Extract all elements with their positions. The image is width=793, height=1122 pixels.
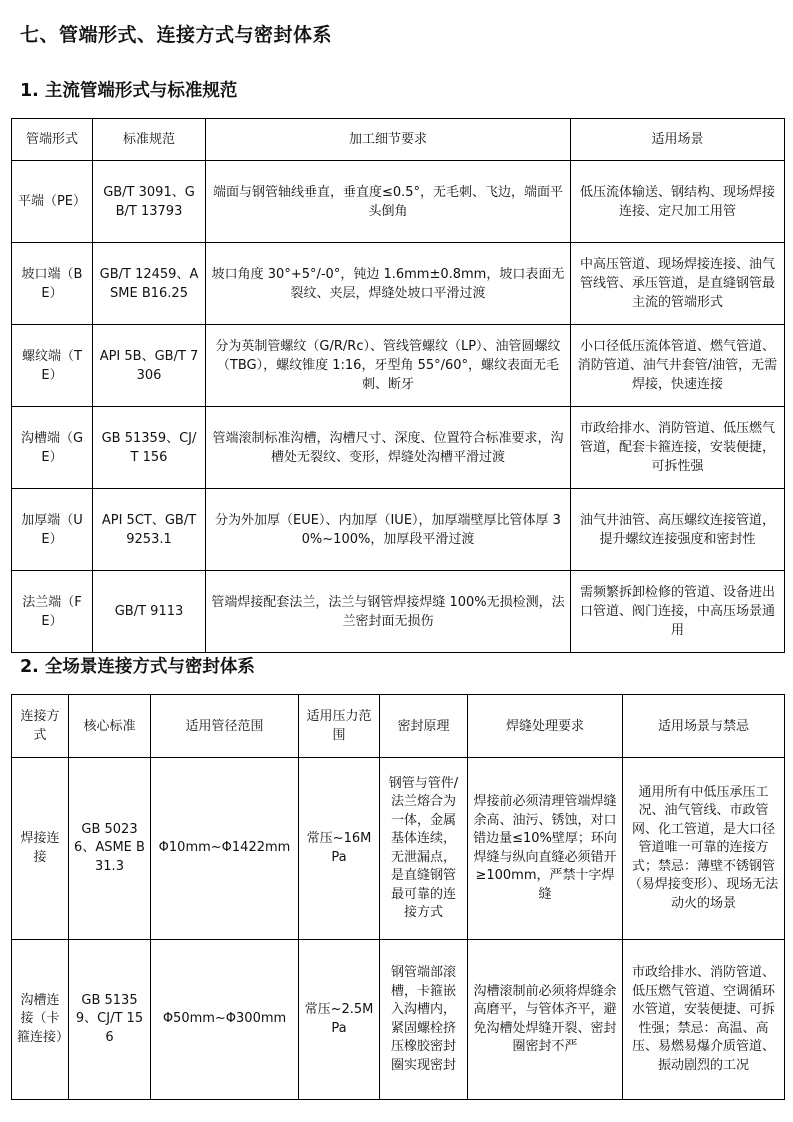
table-row [12, 940, 785, 1100]
table-cell: 中高压管道、现场焊接连接、油气管线管、承压管道，是直缝钢管最主流的管端形式 [571, 243, 785, 325]
table-header-row [12, 119, 785, 161]
table-cell: 常压~16MPa [299, 758, 380, 940]
table-cell: 小口径低压流体管道、燃气管道、消防管道、油气井套管/油管，无需焊接，快速连接 [571, 325, 785, 407]
header-cell: 核心标准 [69, 695, 151, 758]
table-cell: 管端滚制标准沟槽，沟槽尺寸、深度、位置符合标准要求，沟槽处无裂纹、变形，焊缝处沟槽平滑过渡 [206, 407, 571, 489]
table-cell: 沟槽端（GE） [12, 407, 93, 489]
table-header-row [12, 695, 785, 758]
table-cell: 焊接前必须清理管端焊缝余高、油污、锈蚀，对口错边量≤10%壁厚；环向焊缝与纵向直缝必须错开≥100mm，严禁十字焊缝 [468, 758, 623, 940]
table-row [12, 489, 785, 571]
table-cell: 市政给排水、消防管道、低压燃气管道、空调循环水管道，安装便捷、可拆性强；禁忌：高温、高压、易燃易爆介质管道、振动剧烈的工况 [623, 940, 785, 1100]
table-row [12, 161, 785, 243]
header-cell: 适用场景 [571, 119, 785, 161]
table-cell: 管端焊接配套法兰，法兰与钢管焊接焊缝 100%无损检测，法兰密封面无损伤 [206, 571, 571, 653]
table-cell: GB 51359、CJ/T 156 [69, 940, 151, 1100]
table-cell: 常压~2.5MPa [299, 940, 380, 1100]
table-cell: GB/T 9113 [93, 571, 206, 653]
table-cell: 坡口角度 30°+5°/-0°，钝边 1.6mm±0.8mm，坡口表面无裂纹、夹层，焊缝处坡口平滑过渡 [206, 243, 571, 325]
table-cell: GB/T 3091、GB/T 13793 [93, 161, 206, 243]
header-cell: 密封原理 [380, 695, 468, 758]
table-cell: 钢管与管件/法兰熔合为一体，金属基体连续，无泄漏点，是直缝钢管最可靠的连接方式 [380, 758, 468, 940]
table-cell: GB 50236、ASME B31.3 [69, 758, 151, 940]
table-cell: 螺纹端（TE） [12, 325, 93, 407]
table-cell: 沟槽滚制前必须将焊缝余高磨平，与管体齐平，避免沟槽处焊缝开裂、密封圈密封不严 [468, 940, 623, 1100]
section2-heading: 2. 全场景连接方式与密封体系 [20, 657, 255, 677]
table-row [12, 758, 785, 940]
section1-heading: 1. 主流管端形式与标准规范 [20, 81, 238, 101]
table-row [12, 325, 785, 407]
table-cell: 端面与钢管轴线垂直，垂直度≤0.5°，无毛刺、飞边，端面平头倒角 [206, 161, 571, 243]
header-cell: 加工细节要求 [206, 119, 571, 161]
header-cell: 适用压力范围 [299, 695, 380, 758]
pipe-end-table [11, 118, 785, 653]
table-cell: API 5B、GB/T 7306 [93, 325, 206, 407]
table-cell: 坡口端（BE） [12, 243, 93, 325]
table-row [12, 407, 785, 489]
table-cell: 市政给排水、消防管道、低压燃气管道，配套卡箍连接，安装便捷，可拆性强 [571, 407, 785, 489]
table-cell: 分为外加厚（EUE）、内加厚（IUE），加厚端壁厚比管体厚 30%~100%，加厚段平滑过渡 [206, 489, 571, 571]
header-cell: 管端形式 [12, 119, 93, 161]
table-row [12, 571, 785, 653]
table-cell: 需频繁拆卸检修的管道、设备进出口管道、阀门连接，中高压场景通用 [571, 571, 785, 653]
connection-method-table [11, 694, 785, 1100]
table-cell: 沟槽连接（卡箍连接） [12, 940, 69, 1100]
table-cell: GB/T 12459、ASME B16.25 [93, 243, 206, 325]
header-cell: 焊缝处理要求 [468, 695, 623, 758]
table-row [12, 243, 785, 325]
header-cell: 适用场景与禁忌 [623, 695, 785, 758]
table-cell: 焊接连接 [12, 758, 69, 940]
table-cell: 分为英制管螺纹（G/R/Rc）、管线管螺纹（LP）、油管圆螺纹（TBG），螺纹锥度 1:16，牙型角 55°/60°，螺纹表面无毛刺、断牙 [206, 325, 571, 407]
table-cell: 低压流体输送、钢结构、现场焊接连接、定尺加工用管 [571, 161, 785, 243]
header-cell: 标准规范 [93, 119, 206, 161]
table-cell: 平端（PE） [12, 161, 93, 243]
table-cell: 钢管端部滚槽，卡箍嵌入沟槽内，紧固螺栓挤压橡胶密封圈实现密封 [380, 940, 468, 1100]
table-cell: 通用所有中低压承压工况、油气管线、市政管网、化工管道，是大口径管道唯一可靠的连接方式；禁忌：薄壁不锈钢管（易焊接变形）、现场无法动火的场景 [623, 758, 785, 940]
table-cell: Φ50mm~Φ300mm [151, 940, 299, 1100]
table-cell: 油气井油管、高压螺纹连接管道，提升螺纹连接强度和密封性 [571, 489, 785, 571]
table-cell: GB 51359、CJ/T 156 [93, 407, 206, 489]
header-cell: 连接方式 [12, 695, 69, 758]
table-cell: 加厚端（UE） [12, 489, 93, 571]
page-title: 七、管端形式、连接方式与密封体系 [20, 24, 333, 46]
table-cell: 法兰端（FE） [12, 571, 93, 653]
table-cell: Φ10mm~Φ1422mm [151, 758, 299, 940]
table-cell: API 5CT、GB/T 9253.1 [93, 489, 206, 571]
header-cell: 适用管径范围 [151, 695, 299, 758]
